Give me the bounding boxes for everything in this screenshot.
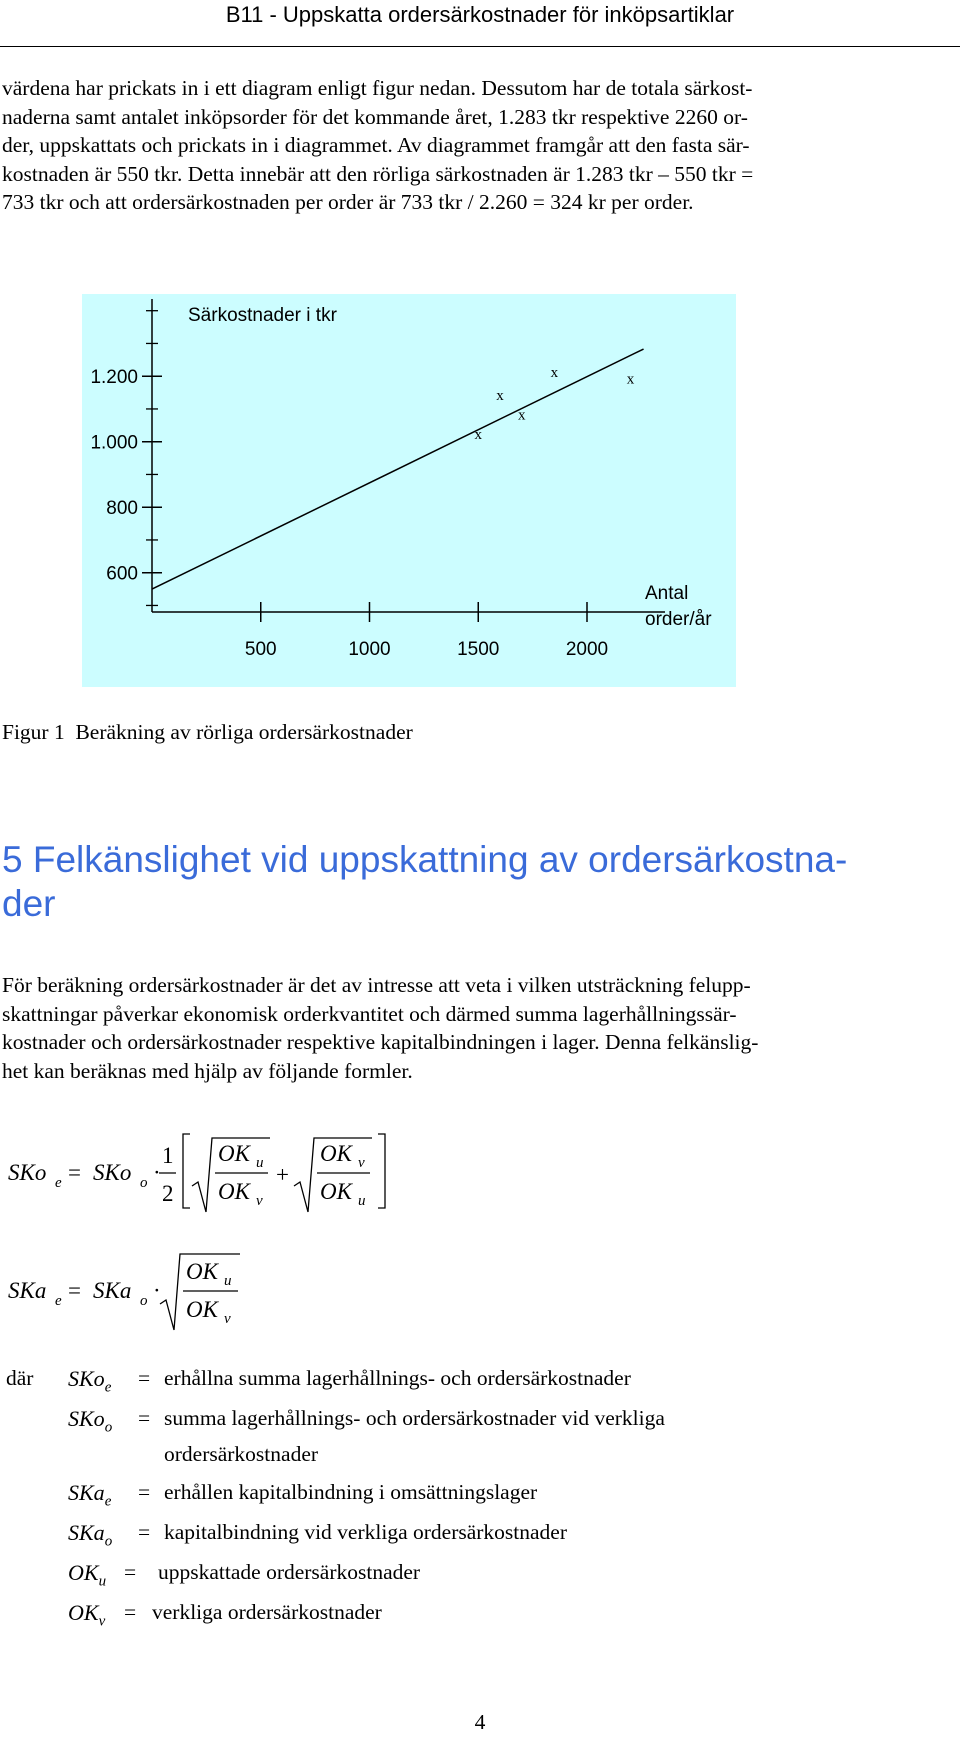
section-heading-line: 5 Felkänslighet vid uppskattning av ordersärkostna- <box>2 839 848 880</box>
data-point: x <box>550 364 559 381</box>
definition-symbol: OK <box>68 1560 99 1585</box>
page-header <box>0 0 960 48</box>
body-paragraph <box>2 971 952 1085</box>
formula-ok-u-bottom: OK <box>320 1179 352 1204</box>
formula-eq: = <box>68 1160 81 1185</box>
formula-plus: + <box>276 1162 289 1187</box>
formula-sub-v-bottom: v <box>256 1193 263 1209</box>
definition-text: uppskattade ordersärkostnader <box>158 1560 421 1584</box>
data-point: x <box>496 387 504 404</box>
definition-row <box>68 1406 665 1442</box>
body-line: För beräkning ordersärkostnader är det av intresse att veta i vilken utsträckning felupp- <box>2 973 751 997</box>
data-point: x <box>474 427 482 444</box>
definition-subscript: v <box>98 1613 106 1630</box>
formula-lhs-sub: e <box>55 1175 62 1191</box>
formula-lhs: SKo <box>8 1160 47 1185</box>
body-line: skattningar påverkar ekonomisk orderkvantitet och därmed summa lagerhållningssär- <box>2 1001 737 1026</box>
formula-dot: · <box>153 1160 161 1185</box>
intro-line: 733 tkr och att ordersärkostnaden per order är 733 tkr / 2.260 = 324 kr per order. <box>2 190 694 215</box>
formula-ok-bottom: OK <box>186 1297 218 1322</box>
page-number: 4 <box>474 1710 486 1734</box>
formula-sko <box>0 1124 420 1226</box>
figure-1-chart <box>82 294 736 687</box>
y-tick-label: 600 <box>106 563 138 585</box>
formula-rhs-sub: o <box>140 1293 148 1309</box>
formula-eq: = <box>68 1278 81 1303</box>
formula-sub-v: v <box>224 1311 231 1327</box>
definition-subscript: e <box>104 1493 112 1510</box>
left-bracket <box>183 1134 190 1208</box>
definition-subscript: o <box>104 1419 113 1436</box>
formula-lhs-sub: e <box>55 1293 62 1309</box>
body-line: kostnader och ordersärkostnader respektive kapitalbindningen i lager. Denna felkänslig- <box>2 1030 759 1055</box>
body-line: het kan beräknas med hjälp av följande formler. <box>2 1058 413 1083</box>
definition-row <box>68 1560 421 1596</box>
intro-line: kostnaden är 550 tkr. Detta innebär att den rörliga särkostnaden är 1.283 tkr – 550 tkr = <box>2 161 754 186</box>
definition-symbol: OK <box>68 1600 99 1625</box>
y-tick-label: 1.200 <box>90 367 138 389</box>
x-tick-label: 500 <box>244 639 277 660</box>
formula-rhs: SKo <box>93 1160 132 1185</box>
definition-symbol: SKa <box>68 1480 105 1505</box>
definition-text: erhållna summa lagerhållnings- och ordersärkostnader <box>164 1366 631 1390</box>
formula-ska <box>0 1240 300 1340</box>
data-point: x <box>626 371 635 388</box>
definition-subscript: u <box>98 1573 107 1590</box>
formula-rhs-sub: o <box>140 1175 148 1191</box>
x-tick-label: 1500 <box>457 639 500 660</box>
definition-eq: = <box>124 1600 137 1624</box>
formula-ska-svg <box>0 1240 300 1340</box>
formula-frac-den: 2 <box>162 1181 174 1206</box>
figure-caption: Figur 1 Beräkning av rörliga ordersärkostnader <box>2 720 413 744</box>
formula-ok-top: OK <box>186 1259 218 1284</box>
formula-dot: · <box>153 1278 161 1303</box>
formula-ok-u-top: OK <box>218 1141 250 1166</box>
intro-line: der, uppskattats och prickats in i diagrammet. Av diagrammet framgår att den fasta sär- <box>2 133 750 158</box>
definition-text: summa lagerhållnings- och ordersärkostnader vid verkliga <box>164 1406 665 1430</box>
definition-eq: = <box>138 1366 151 1390</box>
section-heading-line: der <box>2 883 56 924</box>
intro-paragraph <box>2 74 952 217</box>
formula-ok-v-top: OK <box>320 1141 352 1166</box>
x-tick-label: 2000 <box>565 639 609 660</box>
intro-line: värdena har prickats in i ett diagram enligt figur nedan. Dessutom har de totala särkost- <box>2 76 753 100</box>
definitions-list <box>2 1366 902 1646</box>
chart-svg <box>82 294 736 687</box>
definition-subscript: e <box>104 1379 112 1396</box>
definition-row <box>68 1480 538 1516</box>
x-tick-label: 1000 <box>348 639 391 660</box>
formula-sub-u: u <box>224 1273 232 1289</box>
y-tick-label: 800 <box>106 498 138 520</box>
definition-text: erhållen kapitalbindning i omsättningslager <box>164 1480 538 1504</box>
definition-text: ordersärkostnader <box>164 1442 319 1466</box>
chart-background <box>82 294 736 687</box>
formula-frac-num: 1 <box>162 1143 174 1168</box>
definition-eq: = <box>138 1480 151 1504</box>
definition-symbol: SKo <box>68 1406 105 1431</box>
header-rule <box>0 46 960 47</box>
definition-eq: = <box>138 1520 151 1544</box>
formula-lhs: SKa <box>8 1278 47 1303</box>
formula-rhs: SKa <box>93 1278 132 1303</box>
section-heading <box>2 838 847 926</box>
definition-row <box>68 1520 568 1556</box>
intro-line: naderna samt antalet inköpsorder för det kommande året, 1.283 tkr respektive 2260 or- <box>2 104 748 129</box>
header-title: B11 - Uppskatta ordersärkostnader för inköpsartiklar <box>225 2 735 27</box>
definition-symbol: SKo <box>68 1366 105 1391</box>
y-tick-label: 1.000 <box>90 432 138 454</box>
definition-eq: = <box>124 1560 137 1584</box>
definition-row <box>68 1600 382 1636</box>
y-axis-label: Särkostnader i tkr <box>188 305 337 326</box>
definition-subscript: o <box>104 1533 113 1550</box>
data-point: x <box>518 407 526 424</box>
formula-sko-svg <box>0 1124 420 1226</box>
formula-sub-u-bottom: u <box>358 1193 366 1209</box>
formula-sub-u-top: u <box>256 1155 264 1171</box>
formula-ok-v-bottom: OK <box>218 1179 250 1204</box>
formula-sub-v-top: v <box>358 1155 365 1171</box>
x-axis-label-line-1: Antal <box>645 583 689 604</box>
x-axis-label-line-2: order/år <box>645 609 712 630</box>
definition-text: kapitalbindning vid verkliga ordersärkostnader <box>164 1520 568 1544</box>
right-bracket <box>378 1134 385 1208</box>
definition-row <box>68 1366 631 1402</box>
definitions-label: där <box>6 1366 34 1390</box>
definition-eq: = <box>138 1406 151 1430</box>
definition-text: verkliga ordersärkostnader <box>152 1600 382 1624</box>
definition-symbol: SKa <box>68 1520 105 1545</box>
